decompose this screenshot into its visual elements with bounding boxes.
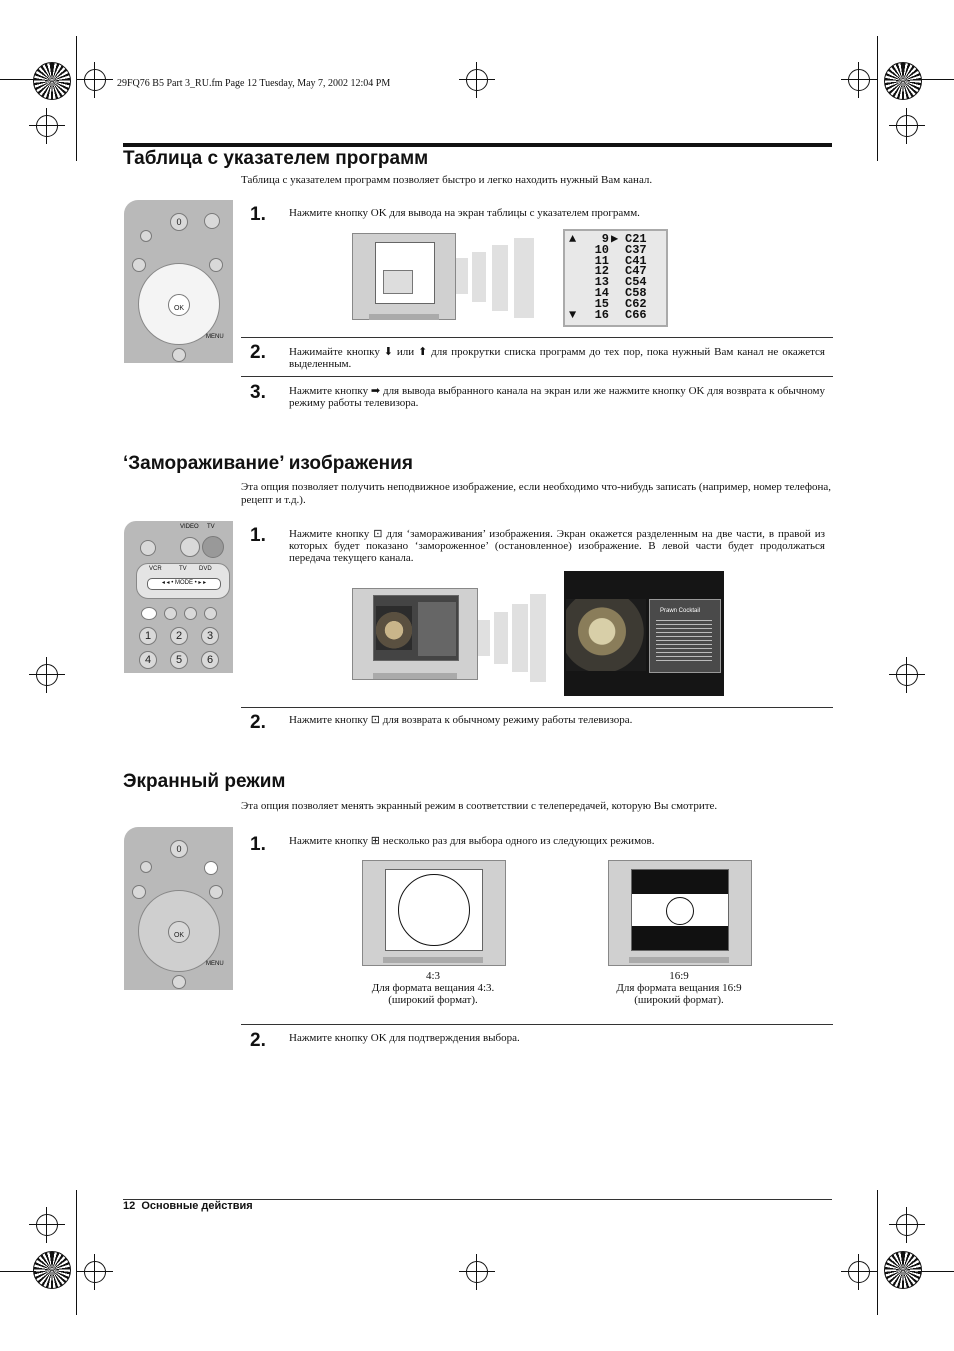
crosshair-mark [84,69,106,91]
key-5: 5 [170,651,188,669]
mode-ratio: 4:3 [425,970,441,982]
section-title: ‘Замораживание’ изображения [123,453,413,474]
crosshair-mark [848,1261,870,1283]
crosshair-mark [466,69,488,91]
mode-ratio: 16:9 [669,970,689,982]
button [172,975,186,989]
step-text: Нажмите кнопку OK для вывода на экран таблицы с указателем программ. [289,207,640,219]
tv-screen [385,869,483,951]
section-top-rule [123,143,832,147]
mode-desc: Для формата вещания 4:3. [371,982,495,994]
crosshair-mark [896,1214,918,1236]
mode-caption [338,970,528,1006]
zoom-beam [530,594,546,682]
step-text: Нажимайте кнопку ⬇ или ⬆ для прокрутки списка программ до тех пор, пока нужный Вам канал не окажется выделенным. [289,346,825,371]
prog-number: 16 [594,307,609,322]
crosshair-mark [466,1261,488,1283]
section-intro: Эта опция позволяет получить неподвижное изображение, если необходимо что-нибудь записать (например, номер телефона, рецепт и т.д.). [241,481,831,506]
circle-shape [398,874,470,946]
trim-line [76,36,77,161]
zoom-beam [456,258,468,294]
up-arrow-icon: ▲ [569,232,577,246]
menu-label: MENU [206,961,224,967]
button [132,258,146,272]
button [164,607,177,620]
channel-name: C62 [625,296,647,311]
video-label: VIDEO [180,524,199,530]
button-0: 0 [170,840,188,858]
ok-button: OK [168,294,190,316]
ok-button: OK [168,921,190,943]
registration-mark [33,62,71,100]
remote-control-image [124,200,233,363]
food-image-frozen [418,602,456,656]
crosshair-mark [84,1261,106,1283]
circle-shape [666,897,694,925]
tv-16-9-illustration [608,860,752,966]
step-number: 2. [250,712,266,733]
prog-number: 15 [594,296,609,311]
tv-button [202,536,224,558]
step-text: Нажмите кнопку ⊡ для возврата к обычному режиму работы телевизора. [289,714,633,726]
prog-number: 10 [594,242,609,257]
button [204,213,220,229]
recipe-text-block [656,620,712,664]
mode-panel [136,563,230,599]
button-0: 0 [170,213,188,231]
trim-line [76,1190,77,1315]
section-intro: Эта опция позволяет менять экранный режим в соответствии с телепередачей, которую Вы смотрите. [241,800,718,812]
channel-name: C21 [625,232,647,246]
program-index-table [563,229,668,327]
mute-button [140,540,156,556]
step-number: 1. [250,834,266,855]
step-divider [241,707,833,708]
step-number: 1. [250,204,266,225]
footer-label [123,1200,253,1212]
step-text: Нажмите кнопку ⊞ несколько раз для выбора одного из следующих режимов. [289,835,655,847]
mode-desc: (широкий формат). [634,994,724,1006]
tv2-label: TV [179,566,187,572]
tv-4-3-illustration [362,860,506,966]
channel-name: C66 [625,307,647,322]
section-title: Экранный режим [123,771,286,792]
tv-illustration [352,588,478,680]
crosshair-mark [36,1214,58,1236]
step-text: Нажмите кнопку OK для подтверждения выбора. [289,1032,520,1044]
registration-mark [884,1251,922,1289]
prog-number: 14 [594,285,609,300]
step-divider [241,337,833,338]
prog-number: 9 [601,232,609,246]
tv-illustration [352,233,456,320]
zoom-beam [492,245,508,311]
key-1: 1 [139,627,157,645]
step-number: 1. [250,525,266,546]
button [172,348,186,362]
trim-line [877,36,878,161]
remote-control-image [124,827,233,990]
tv-base [369,314,439,320]
mode-caption [584,970,774,1006]
remote-control-image [124,521,233,673]
mode-desc: (широкий формат). [388,994,478,1006]
step-divider [241,1024,833,1025]
trim-line [918,1271,954,1272]
video-button [180,537,200,557]
menu-label: MENU [206,334,224,340]
play-arrow-icon: ▶ [611,232,619,246]
page-number: 12 [123,1200,136,1212]
registration-mark [884,62,922,100]
file-info: 29FQ76 B5 Part 3_RU.fm Page 12 Tuesday, May 7, 2002 12:04 PM [117,78,391,89]
trim-line [918,79,954,80]
tv-screen-split [373,595,459,661]
mode-label: ◂ ◂ • MODE • ▸ ▸ [147,578,221,590]
food-photo [566,599,646,671]
channel-name: C54 [625,275,647,290]
crosshair-mark [896,115,918,137]
index-thumbnail [383,270,413,294]
food-image [376,606,412,650]
key-3: 3 [201,627,219,645]
registration-mark [33,1251,71,1289]
tv-base [629,957,729,963]
zoom-beam [478,620,490,656]
button [204,607,217,620]
frozen-screen-photo [564,571,724,696]
button [209,885,223,899]
zoom-beam [472,252,486,302]
step-text: Нажмите кнопку ⊡ для ‘замораживания’ изображения. Экран окажется разделенным на две части, в правой из которых будет показано ‘замороженное’ (остановленное) изображение. В левой части будет продолжаться передача текущего канала. [289,528,825,565]
crosshair-mark [36,115,58,137]
crosshair-mark [896,664,918,686]
crosshair-mark [848,69,870,91]
zoom-beam [512,604,528,672]
button [140,861,152,873]
tv-base [373,673,457,679]
key-2: 2 [170,627,188,645]
dvd-label: DVD [199,566,212,572]
zoom-beam [514,238,534,318]
section-title: Таблица с указателем программ [123,148,429,169]
down-arrow-icon: ▼ [569,308,577,322]
mode-desc: Для формата вещания 16:9 [616,982,742,994]
trim-line [0,1271,36,1272]
crosshair-mark [36,664,58,686]
section-name: Основные действия [141,1200,253,1212]
prog-number: 12 [594,264,609,279]
button [140,230,152,242]
step-divider [241,376,833,377]
button [184,607,197,620]
tv-screen [631,869,729,951]
channel-name: C37 [625,242,647,257]
channel-name: C41 [625,253,647,268]
screen-mode-button [204,861,218,875]
section-intro: Таблица с указателем программ позволяет быстро и легко находить нужный Вам канал. [241,174,653,186]
vcr-label: VCR [149,566,162,572]
button [132,885,146,899]
trim-line [877,1190,878,1315]
recipe-title: Prawn Cocktail [660,608,701,614]
prog-number: 13 [594,275,609,290]
recipe-panel [649,599,721,673]
step-number: 3. [250,382,266,403]
step-number: 2. [250,342,266,363]
channel-name: C47 [625,264,647,279]
prog-number: 11 [594,253,609,268]
step-text: Нажмите кнопку ➡ для вывода выбранного канала на экран или же нажмите кнопку OK для возврата к обычному режиму работы телевизора. [289,385,825,410]
trim-line [0,79,36,80]
tv-label: TV [207,524,215,530]
key-4: 4 [139,651,157,669]
freeze-button [141,607,157,620]
channel-name: C58 [625,285,647,300]
tv-base [383,957,483,963]
key-6: 6 [201,651,219,669]
button [209,258,223,272]
zoom-beam [494,612,508,664]
step-number: 2. [250,1030,266,1051]
